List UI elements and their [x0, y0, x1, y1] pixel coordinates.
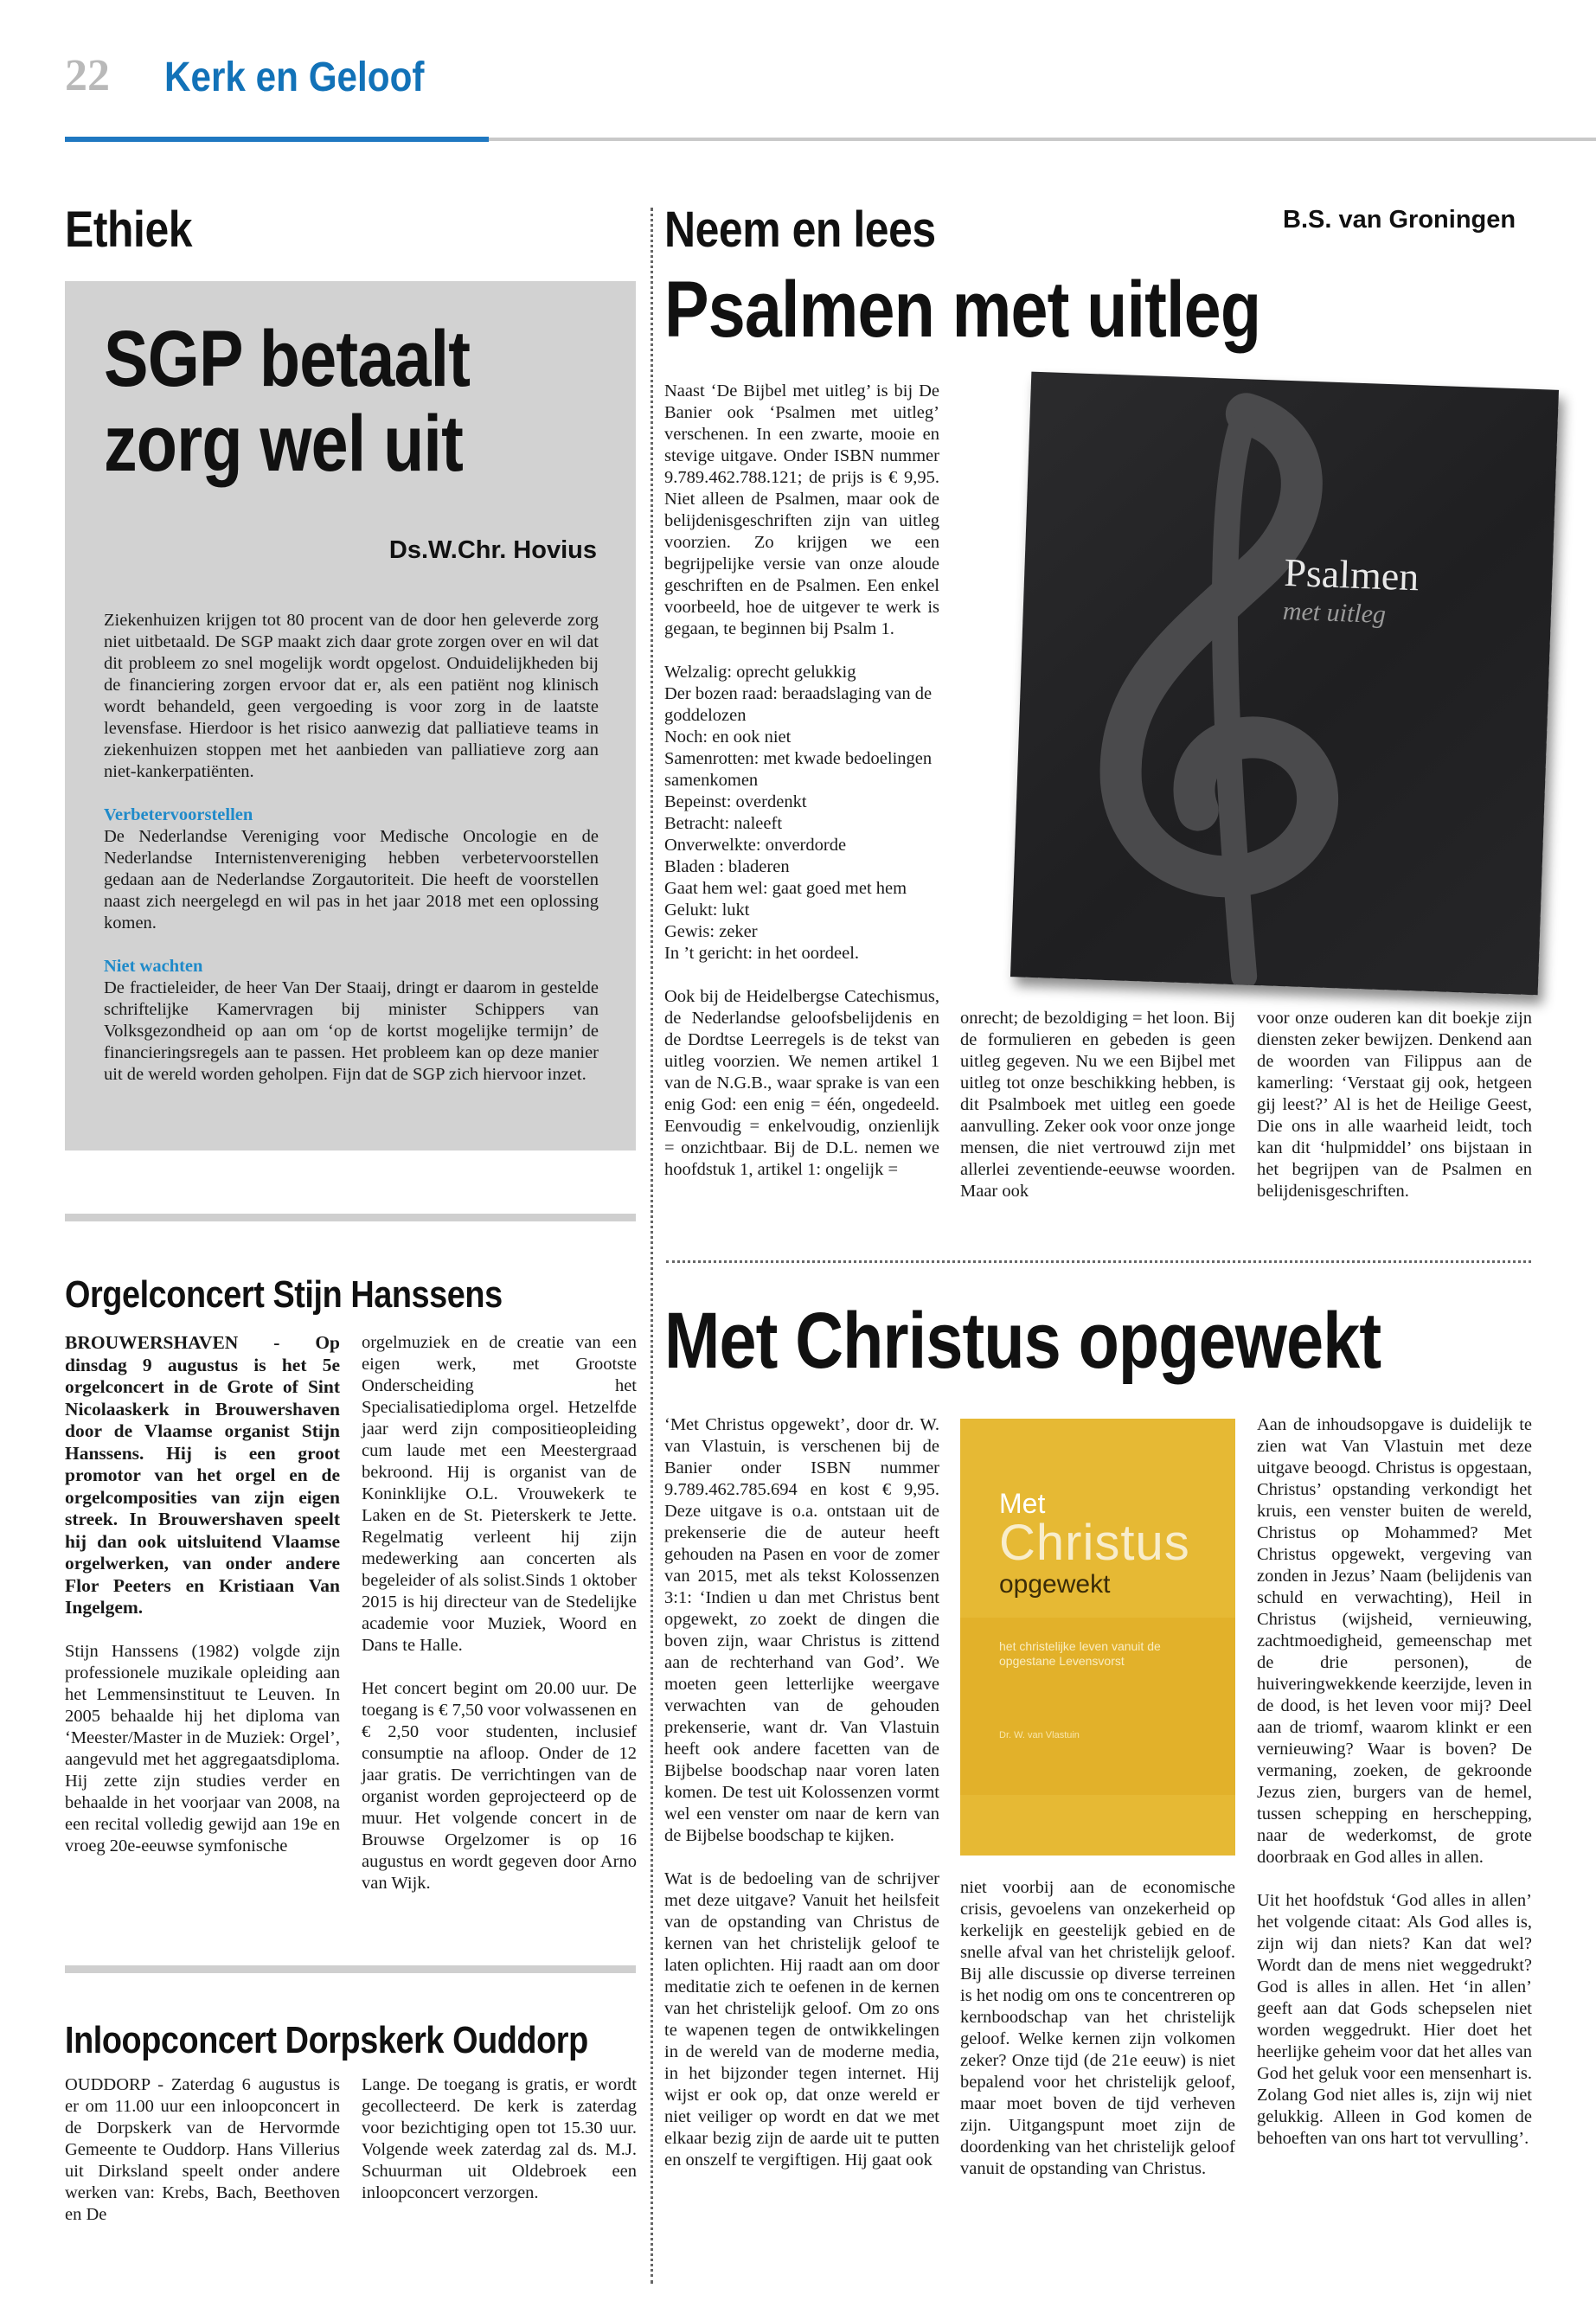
glossary-item: In ’t gericht: in het oordeel.	[664, 944, 860, 963]
orgelconcert-col2-para1: orgelmuziek en de creatie van een eigen werk, met Grootste Onderscheiding het Specialisatiediploma orgel. Hetzelfde jaar werd zijn compositieopleiding cum laude met een Meestergraad bekroond. Hij is organist van de Koninklijke O.L. Vrouwekerk te Laken en de St. Pieterskerk te Jette. Regelmatig verleent hij zijn medewerking aan concerten als begeleider of als solist.Sinds 1 oktober 2015 is hij directeur van de Stedelijke academie voor Muziek, Woord en Dans te Halle.	[362, 1333, 637, 1655]
ethiek-author: Ds.W.Chr. Hovius	[388, 536, 597, 564]
glossary-item: Der bozen raad: beraadslaging van de goddelozen	[664, 684, 933, 725]
inloopconcert-col1-text: OUDDORP - Zaterdag 6 augustus is er om 11.00 uur een inloopconcert in de Dorpskerk van de Hervormde Gemeente te Ouddorp. Hans Villerius uit Dirksland speelt onder andere werken van: Krebs, Bach, Beethoven en De	[65, 2075, 340, 2224]
psalmen-intro: Naast ‘De Bijbel met uitleg’ is bij De Banier ook ‘Psalmen met uitleg’ verschenen. In een zwarte, mooie en stevige uitgave. Onder ISBN nummer 9.789.462.788.121; de prijs is € 9,95. Niet alleen de Psalmen, maar ook de belijdenisgeschriften zijn van uitleg voorzien. Zo krijgen we een begrijpelijke versie van onze aloude geschriften en de Psalmen. Een enkel voorbeeld, hoe de uitgever te werk is gegaan, te beginnen bij Psalm 1.	[664, 381, 939, 638]
ethiek-para-2: De fractieleider, de heer Van Der Staaij, dringt er daarom in gestelde schriftelijke Kamervragen bij minister Schippers van Volksgezondheid op aan om ‘op de kortst mogelijke termijn’ de financieringsregels aan te passen. Het probleem kan op deze manier uit de wereld worden geholpen. Fijn dat de SGP zich hiervoor inzet.	[104, 978, 599, 1084]
ethiek-headline-line2: zorg wel uit	[104, 400, 463, 488]
ethiek-body	[104, 610, 599, 1086]
column-divider	[651, 208, 653, 2284]
psalmen-col-1	[664, 381, 939, 1181]
glossary-item: Bladen : bladeren	[664, 857, 790, 876]
orgelconcert-lead: BROUWERSHAVEN - Op dinsdag 9 augustus is het 5e orgelconcert in de Grote of Sint Nicolaaskerk in Brouwershaven door de Vlaamse organist Stijn Hanssens. Hij is een groot promotor van het orgel en de orgelcomposities van zijn eigen streek. In Brouwershaven speelt hij dan ook uitsluitend Vlaamse orgelwerken, van onder andere Flor Peeters en Kristiaan Van Ingelgem.	[65, 1332, 340, 1618]
orgelconcert-col2-para2: Het concert begint om 20.00 uur. De toegang is € 7,50 voor volwassenen en € 2,50 voor studenten, inclusief consumptie na afloop. Onder de 12 jaar gratis. De verrichtingen van de organist worden geprojecteerd op de muur. Het volgende concert in de Brouwse Orgelzomer is op 16 augustus en wordt gegeven door Arno van Wijk.	[362, 1679, 637, 1893]
psalmen-headline: Psalmen met uitleg	[664, 266, 1261, 354]
inloopconcert-col2-text: Lange. De toegang is gratis, er wordt gecollecteerd. De kerk is zaterdag voor bezichtiging open tot 15.30 uur. Volgende week zaterdag zal ds. M.J. Schuurman uit Oldebroek een inloopconcert verzorgen.	[362, 2075, 637, 2202]
ethiek-kicker: Ethiek	[65, 202, 193, 258]
psalmen-col1-para2: Ook bij de Heidelbergse Catechismus, de Nederlandse geloofsbelijdenis en de Dordtse Leerregels is de tekst van uitleg voorzien. We nemen artikel 1 van de N.G.B., waar sprake is van een enig God: een enig = één, ongedeeld. Eenvoudig = enkelvoudig, onzienlijk = onzichtbaar. Bij de D.L. nemen we hoofdstuk 1, artikel 1: ongelijk =	[664, 987, 939, 1179]
psalmen-book-subtitle: met uitleg	[1282, 596, 1387, 630]
psalmen-book-cover	[1010, 372, 1559, 996]
article-divider	[666, 1260, 1531, 1263]
psalmen-author: B.S. van Groningen	[1283, 206, 1516, 234]
glossary-item: Onverwelkte: onverdorde	[664, 836, 847, 855]
orgelconcert-col-2	[362, 1332, 637, 1894]
glossary-item: Gewis: zeker	[664, 922, 758, 941]
ethiek-box	[65, 281, 636, 1150]
christus-col3-para2: Uit het hoofdstuk ‘God alles in allen’ het volgende citaat: Als God alles is, zijn wij dan niets? Kan dat wel? Wordt dan de mens niet weggedrukt? God is alles in allen. Het ‘in allen’ geeft aan dat Gods schepselen niet worden weggedrukt. Hier doet het heerlijke geheim voor dat het alles van God het geluk voor een mensenhart is. Zolang God niet alles is, zijn wij niet gelukkig. Alleen in God komen de behoeften van ons hart tot vervulling’.	[1257, 1891, 1532, 2148]
orgelconcert-col1-para2: Stijn Hanssens (1982) volgde zijn professionele muzikale opleiding aan het Lemmensinstituut te Leuven. In 2005 behaalde hij het diploma van ‘Meester/Master in de Muziek: Orgel’, aangevuld met het aggregaatsdiploma. Hij zette zijn studies verder en behaalde in het voorjaar van 2008, na een recital volledig gewijd aan 19e en vroeg 20e-eeuwse symfonische	[65, 1641, 340, 1856]
ethiek-intro: Ziekenhuizen krijgen tot 80 procent van de door hen geleverde zorg niet uitbetaald. De SGP maakt zich daar grote zorgen over en wil dat dit probleem zo snel mogelijk wordt opgelost. Onduidelijkheden bij de financiering zorgen ervoor dat er, als een patiënt nog klinisch wordt behandeld, geen vergoeding is voor zorg in de laatste levensfase. Hierdoor is het risico aanwezig dat palliatieve teams in ziekenhuizen stoppen met het aanbieden van palliatieve zorg aan niet-kankerpatiënten.	[104, 611, 599, 781]
glossary-item: Gelukt: lukt	[664, 901, 750, 920]
christus-book-title: Christus	[999, 1515, 1190, 1571]
orgelconcert-headline: Orgelconcert Stijn Hanssens	[65, 1273, 503, 1316]
christus-col2-text: niet voorbij aan de economische crisis, gevoelens van onzekerheid op kerkelijk en geestelijk gebied en de snelle afval van het christelijk geloof. Bij alle discussie op diverse terreinen is het nodig om ons te concentreren op kernboodschap van het christelijk geloof. Welke kernen zijn volkomen zeker? Onze tijd (de 21e eeuw) is niet bepalend voor het christelijk geloof, maar moet boven de tijd verheven zijn. Uitgangspunt moet zijn de doordenking van het christelijk geloof vanuit de opstanding van Christus.	[960, 1878, 1235, 2178]
psalmen-col-2	[960, 1008, 1235, 1202]
inloopconcert-col-1	[65, 2074, 340, 2226]
treble-clef-icon	[1010, 372, 1559, 996]
christus-col3-para1: Aan de inhoudsopgave is duidelijk te zien wat Van Vlastuin met deze uitgave beoogd. Christus is opgestaan, Christus’ opstanding verkondigt het kruis, een venster buiten de wereld, Christus op Mohammed? Met Christus opgewekt, vergeving van zonden in Jezus’ Naam (belijdenis van schuld en verwachting), Heil in Christus (wijsheid, vernieuwing, zachtmoedigheid, gemeenschap met de drie personen), de huiveringwekkende keerzijde, leven in de dood, is het leven voor mij? Deel aan de triomf, waarom klinkt er een vernieuwing? Waar is boven? De vermaning, zoeken, de gekroonde Jezus zien, burgers van de hemel, tussen schepping en herschepping, naar de wederkomst, de grote doorbraak en God alles in allen.	[1257, 1415, 1532, 1867]
christus-book-opgewekt: opgewekt	[999, 1570, 1111, 1599]
glossary-item: Bepeinst: overdenkt	[664, 792, 807, 811]
christus-book-met: Met	[999, 1488, 1046, 1519]
psalmen-book-title: Psalmen	[1283, 549, 1420, 599]
glossary-item: Welzalig: oprecht gelukkig	[664, 663, 856, 682]
glossary-item: Noch: en ook niet	[664, 727, 792, 747]
christus-col1-para2: Wat is de bedoeling van de schrijver met deze uitgave? Vanuit het heilsfeit van de opstanding van Christus de kernen van het christelijk geloof te laten oplichten. Hij raadt aan om door meditatie zich te oefenen in de kernen van het christelijk geloof. Om zo ons te wapenen tegen de ontwikkelingen in de wereld van de moderne media, in het bijzonder tegen internet. Hij wijst er ook op, dat onze wereld er niet veiliger op wordt en dat we met elkaar bezig zijn de aarde uit te putten en onszelf te vergiftigen. Hij gaat ook	[664, 1869, 939, 2170]
psalmen-col-3	[1257, 1008, 1532, 1202]
psalmen-kicker: Neem en lees	[664, 202, 936, 258]
ethiek-subhead-2: Niet wachten	[104, 957, 203, 976]
christus-book-tagline: het christelijke leven vanuit de opgestane Levensvorst	[999, 1639, 1161, 1668]
christus-col-2	[960, 1877, 1235, 2180]
glossary-item: Betracht: naleeft	[664, 814, 783, 833]
christus-col-3	[1257, 1414, 1532, 2150]
christus-headline: Met Christus opgewekt	[664, 1297, 1381, 1385]
inloopconcert-col-2	[362, 2074, 637, 2204]
glossary-item: Samenrotten: met kwade bedoelingen samenkomen	[664, 749, 933, 790]
christus-col-1	[664, 1414, 939, 2171]
ethiek-subhead-1: Verbetervoorstellen	[104, 805, 253, 824]
header-rule-accent	[65, 137, 489, 142]
orgelconcert-col-1	[65, 1332, 340, 1857]
ethiek-bottom-rule	[65, 1214, 636, 1221]
section-title: Kerk en Geloof	[164, 54, 425, 100]
christus-book-cover	[960, 1419, 1235, 1856]
psalmen-glossary	[664, 662, 939, 965]
inloopconcert-headline: Inloopconcert Dorpskerk Ouddorp	[65, 2019, 588, 2061]
christus-col1-para1: ‘Met Christus opgewekt’, door dr. W. van Vlastuin, is verschenen bij de Banier onder ISBN nummer 9.789.462.785.694 en kost € 9,95. Deze uitgave is o.a. ontstaan uit de prekenserie die de auteur heeft gehouden na Pasen en voor de zomer van 2015, met als tekst Kolossenzen 3:1: ‘Indien u dan met Christus bent opgewekt, zo zoekt de dingen die boven zijn, waar Christus is zittend aan de rechterhand van God’. We moeten geen letterlijke weergave verwachten van de gehouden prekenserie, want dr. Van Vlastuin heeft ook andere facetten van de Bijbelse boodschap naar voren laten komen. De test uit Kolossenzen vormt wel een venster om naar de kern van de Bijbelse boodschap te kijken.	[664, 1415, 939, 1845]
ethiek-section-2	[104, 956, 599, 1086]
header-rule	[489, 138, 1596, 141]
ethiek-section-1	[104, 804, 599, 934]
orgelconcert-bottom-rule	[65, 1965, 636, 1973]
psalmen-col3-text: voor onze ouderen kan dit boekje zijn diensten zeker bewijzen. Denkend aan de woorden van Filippus aan de kamerling: ‘Verstaat gij ook, hetgeen gij leest?’ Al is het de Heilige Geest, Die ons in alle waarheid leidt, toch kan dit ‘hulpmiddel’ ons bijstaan in het begrijpen van de Psalmen en belijdenisgeschriften.	[1257, 1009, 1532, 1201]
ethiek-headline-line1: SGP betaalt	[104, 315, 471, 403]
christus-book-author: Dr. W. van Vlastuin	[999, 1730, 1080, 1740]
ethiek-para-1: De Nederlandse Vereniging voor Medische Oncologie en de Nederlandse Internistenvereniging hebben verbetervoorstellen gedaan aan de Nederlandse Zorgautoriteit. Die heeft de voorstellen naast zich neergelegd en wil pas in het jaar 2018 met een oplossing komen.	[104, 827, 599, 933]
glossary-item: Gaat hem wel: gaat goed met hem	[664, 879, 907, 898]
psalmen-col2-text: onrecht; de bezoldiging = het loon. Bij de formulieren en gebeden is geen uitleg gegeven. Nu we een Bijbel met uitleg tot onze beschikking hebben, is dit Psalmboek met uitleg een goede aanvulling. Zeker ook voor onze jonge mensen, die niet vertrouwd zijn met allerlei zeventiende-eeuwse woorden. Maar ook	[960, 1009, 1235, 1201]
page-number: 22	[65, 51, 110, 100]
